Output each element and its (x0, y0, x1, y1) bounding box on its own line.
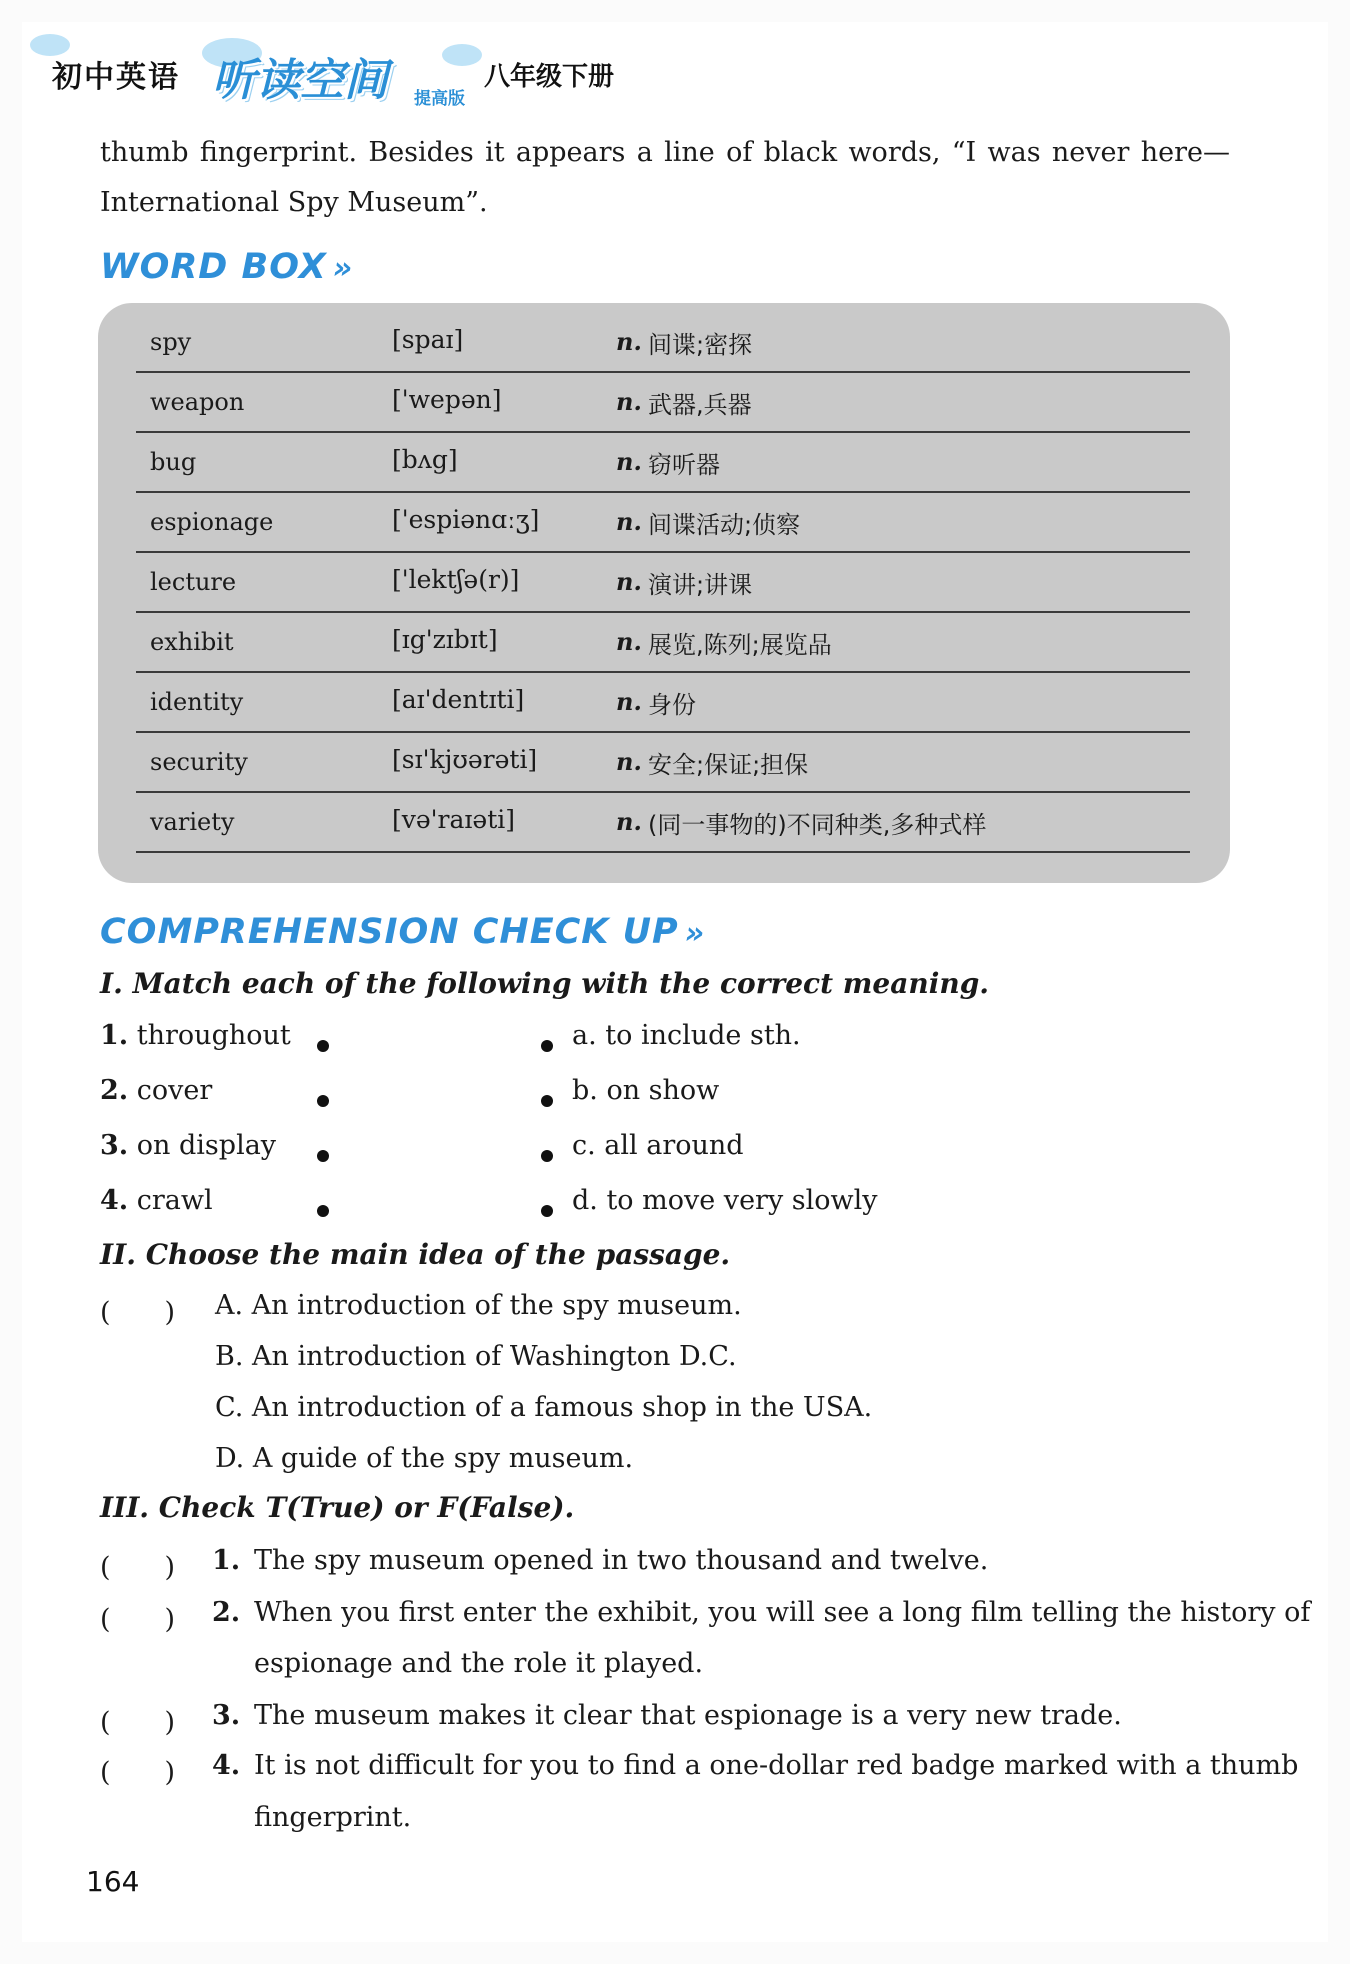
word: bug (150, 448, 197, 476)
phonetic: [ɪg'zɪbɪt] (392, 625, 498, 654)
item-number: 1. (212, 1545, 241, 1576)
match-dot-left[interactable] (317, 1040, 329, 1052)
answer-blank[interactable]: ( ) (100, 1757, 176, 1788)
part-3-heading: III. Check T(True) or F(False). (100, 1491, 575, 1524)
match-dot-left[interactable] (317, 1095, 329, 1107)
word-row (136, 491, 1190, 553)
comprehension-title (100, 912, 705, 952)
cloud-decoration (442, 44, 482, 66)
double-chevron-icon: » (684, 916, 706, 951)
match-right-item: d. to move very slowly (572, 1185, 878, 1216)
meaning: 间谍;密探 (648, 331, 753, 359)
part-of-speech: n. (616, 507, 642, 536)
option-c: C. An introduction of a famous shop in the USA. (215, 1392, 873, 1423)
tf-statement: The museum makes it clear that espionage is a very new trade. (254, 1700, 1122, 1731)
word-row (136, 611, 1190, 673)
meaning: 安全;保证;担保 (648, 751, 809, 779)
item-number: 3. (212, 1700, 241, 1731)
tf-statement: The spy museum opened in two thousand and twelve. (254, 1545, 989, 1576)
answer-blank[interactable]: ( ) (100, 1297, 176, 1328)
match-right-item: b. on show (572, 1075, 720, 1106)
match-dot-right[interactable] (541, 1205, 553, 1217)
match-dot-right[interactable] (541, 1040, 553, 1052)
phonetic: ['wepən] (392, 385, 502, 414)
part-1-heading: I. Match each of the following with the correct meaning. (100, 967, 990, 1000)
option-a: A. An introduction of the spy museum. (215, 1290, 742, 1321)
meaning: 展览,陈列;展览品 (648, 631, 832, 659)
answer-blank[interactable]: ( ) (100, 1552, 176, 1583)
item-number: 2. (212, 1597, 241, 1628)
page-number: 164 (86, 1865, 140, 1898)
word-row (136, 431, 1190, 493)
match-dot-left[interactable] (317, 1205, 329, 1217)
phonetic: [sɪ'kjʊərəti] (392, 745, 538, 774)
match-left-item: 1. throughout (100, 1020, 291, 1051)
match-left-item: 4. crawl (100, 1185, 213, 1216)
part-2-heading: II. Choose the main idea of the passage. (100, 1238, 731, 1271)
word: weapon (150, 388, 245, 416)
word: exhibit (150, 628, 234, 656)
series-logo: 听读空间 (212, 55, 388, 106)
word-row (136, 671, 1190, 733)
tf-statement-cont: espionage and the role it played. (254, 1648, 704, 1679)
match-dot-right[interactable] (541, 1150, 553, 1162)
item-number: 4. (212, 1750, 241, 1781)
word: lecture (150, 568, 237, 596)
match-dot-left[interactable] (317, 1150, 329, 1162)
word-row (136, 311, 1190, 373)
word-row (136, 551, 1190, 613)
word: espionage (150, 508, 274, 536)
part-of-speech: n. (616, 327, 642, 356)
match-left-item: 3. on display (100, 1130, 277, 1161)
part-of-speech: n. (616, 627, 642, 656)
part-of-speech: n. (616, 687, 642, 716)
match-right-item: c. all around (572, 1130, 744, 1161)
part-of-speech: n. (616, 807, 642, 836)
series-title: 初中英语 (52, 60, 180, 95)
intro-line-1: thumb fingerprint. Besides it appears a line of black words, “I was never here— (100, 137, 1230, 168)
phonetic: [aɪ'dentɪti] (392, 685, 525, 714)
word-box-title (100, 247, 353, 287)
meaning: 间谍活动;侦察 (648, 511, 801, 539)
meaning: 身份 (648, 691, 696, 719)
meaning: 窃听器 (648, 451, 720, 479)
word-box-title-text: WORD BOX (100, 247, 327, 287)
grade-label: 八年级下册 (484, 62, 615, 92)
word: variety (150, 808, 235, 836)
phonetic: ['lektʃə(r)] (392, 565, 520, 594)
phonetic: [və'raɪəti] (392, 805, 515, 834)
part-of-speech: n. (616, 447, 642, 476)
double-chevron-icon: » (332, 251, 354, 286)
tf-statement-cont: fingerprint. (254, 1802, 412, 1833)
word-row (136, 371, 1190, 433)
word: identity (150, 688, 244, 716)
meaning: (同一事物的)不同种类,多种式样 (648, 811, 987, 839)
match-left-item: 2. cover (100, 1075, 213, 1106)
part-of-speech: n. (616, 567, 642, 596)
phonetic: ['espiənɑːʒ] (392, 505, 540, 534)
word: security (150, 748, 248, 776)
comprehension-title-text: COMPREHENSION CHECK UP (100, 912, 679, 952)
tf-statement: When you first enter the exhibit, you will see a long film telling the history of (254, 1597, 1311, 1628)
match-dot-right[interactable] (541, 1095, 553, 1107)
part-of-speech: n. (616, 387, 642, 416)
word-box (98, 303, 1230, 883)
tf-statement: It is not difficult for you to find a one-dollar red badge marked with a thumb (254, 1750, 1299, 1781)
option-d: D. A guide of the spy museum. (215, 1443, 634, 1474)
word: spy (150, 328, 192, 356)
intro-line-2: International Spy Museum”. (100, 187, 488, 218)
part-of-speech: n. (616, 747, 642, 776)
match-right-item: a. to include sth. (572, 1020, 801, 1051)
answer-blank[interactable]: ( ) (100, 1604, 176, 1635)
meaning: 演讲;讲课 (648, 571, 753, 599)
option-b: B. An introduction of Washington D.C. (215, 1341, 737, 1372)
meaning: 武器,兵器 (648, 391, 752, 419)
word-row (136, 791, 1190, 853)
word-row (136, 731, 1190, 793)
edition-label: 提高版 (414, 89, 465, 109)
phonetic: [bʌg] (392, 445, 458, 474)
phonetic: [spaɪ] (392, 325, 464, 354)
answer-blank[interactable]: ( ) (100, 1707, 176, 1738)
